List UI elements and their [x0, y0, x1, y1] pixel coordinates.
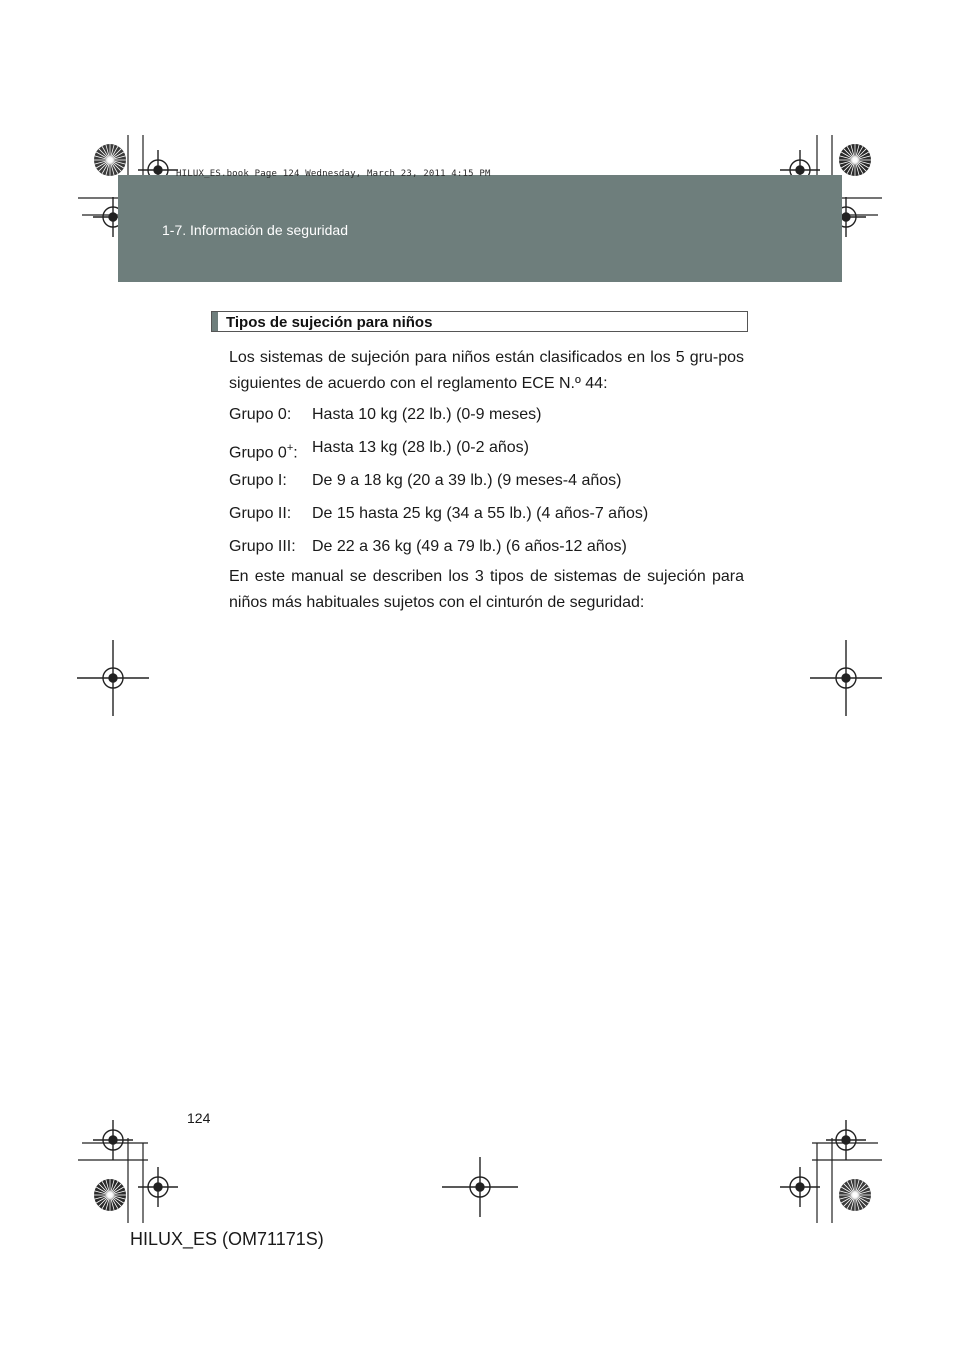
starburst-mark: [839, 144, 871, 176]
print-slug: HILUX_ES.book Page 124 Wednesday, March 23, 2011 4:15 PM: [176, 169, 491, 179]
subhead-title: Tipos de sujeción para niños: [226, 314, 433, 331]
group-description: De 22 a 36 kg (49 a 79 lb.) (6 años-12 años): [312, 538, 627, 555]
group-label: Grupo 0:: [229, 406, 292, 423]
closing-paragraph: En este manual se describen los 3 tipos de sistemas de sujeción para niños más habituales sujetos con el cinturón de seguridad:: [229, 568, 744, 611]
group-label: Grupo III:: [229, 538, 296, 555]
page-number: 124: [187, 1110, 211, 1126]
group-label-tail: :: [293, 444, 298, 462]
intro-paragraph: Los sistemas de sujeción para niños están clasificados en los 5 gru-pos siguientes de acuerdo con el reglamento ECE N.º 44:: [229, 349, 744, 392]
starburst-mark: [839, 1179, 871, 1211]
section-breadcrumb: 1-7. Información de seguridad: [162, 222, 348, 238]
group-description: De 9 a 18 kg (20 a 39 lb.) (9 meses-4 años): [312, 472, 622, 489]
subhead-accent-bar: [212, 312, 218, 331]
group-description: Hasta 10 kg (22 lb.) (0-9 meses): [312, 406, 542, 423]
group-description: Hasta 13 kg (28 lb.) (0-2 años): [312, 439, 529, 456]
group-label: Grupo I:: [229, 472, 287, 489]
starburst-mark: [94, 144, 126, 176]
group-label: Grupo 0: [229, 444, 287, 462]
footer-code: HILUX_ES (OM71171S): [130, 1229, 324, 1249]
group-label-superscript: +: [286, 442, 294, 454]
group-description: De 15 hasta 25 kg (34 a 55 lb.) (4 años-7 años): [312, 505, 649, 522]
subhead-box: [211, 311, 748, 332]
starburst-mark: [94, 1179, 126, 1211]
group-label-wrap: [229, 435, 298, 466]
group-label: Grupo II:: [229, 505, 292, 522]
